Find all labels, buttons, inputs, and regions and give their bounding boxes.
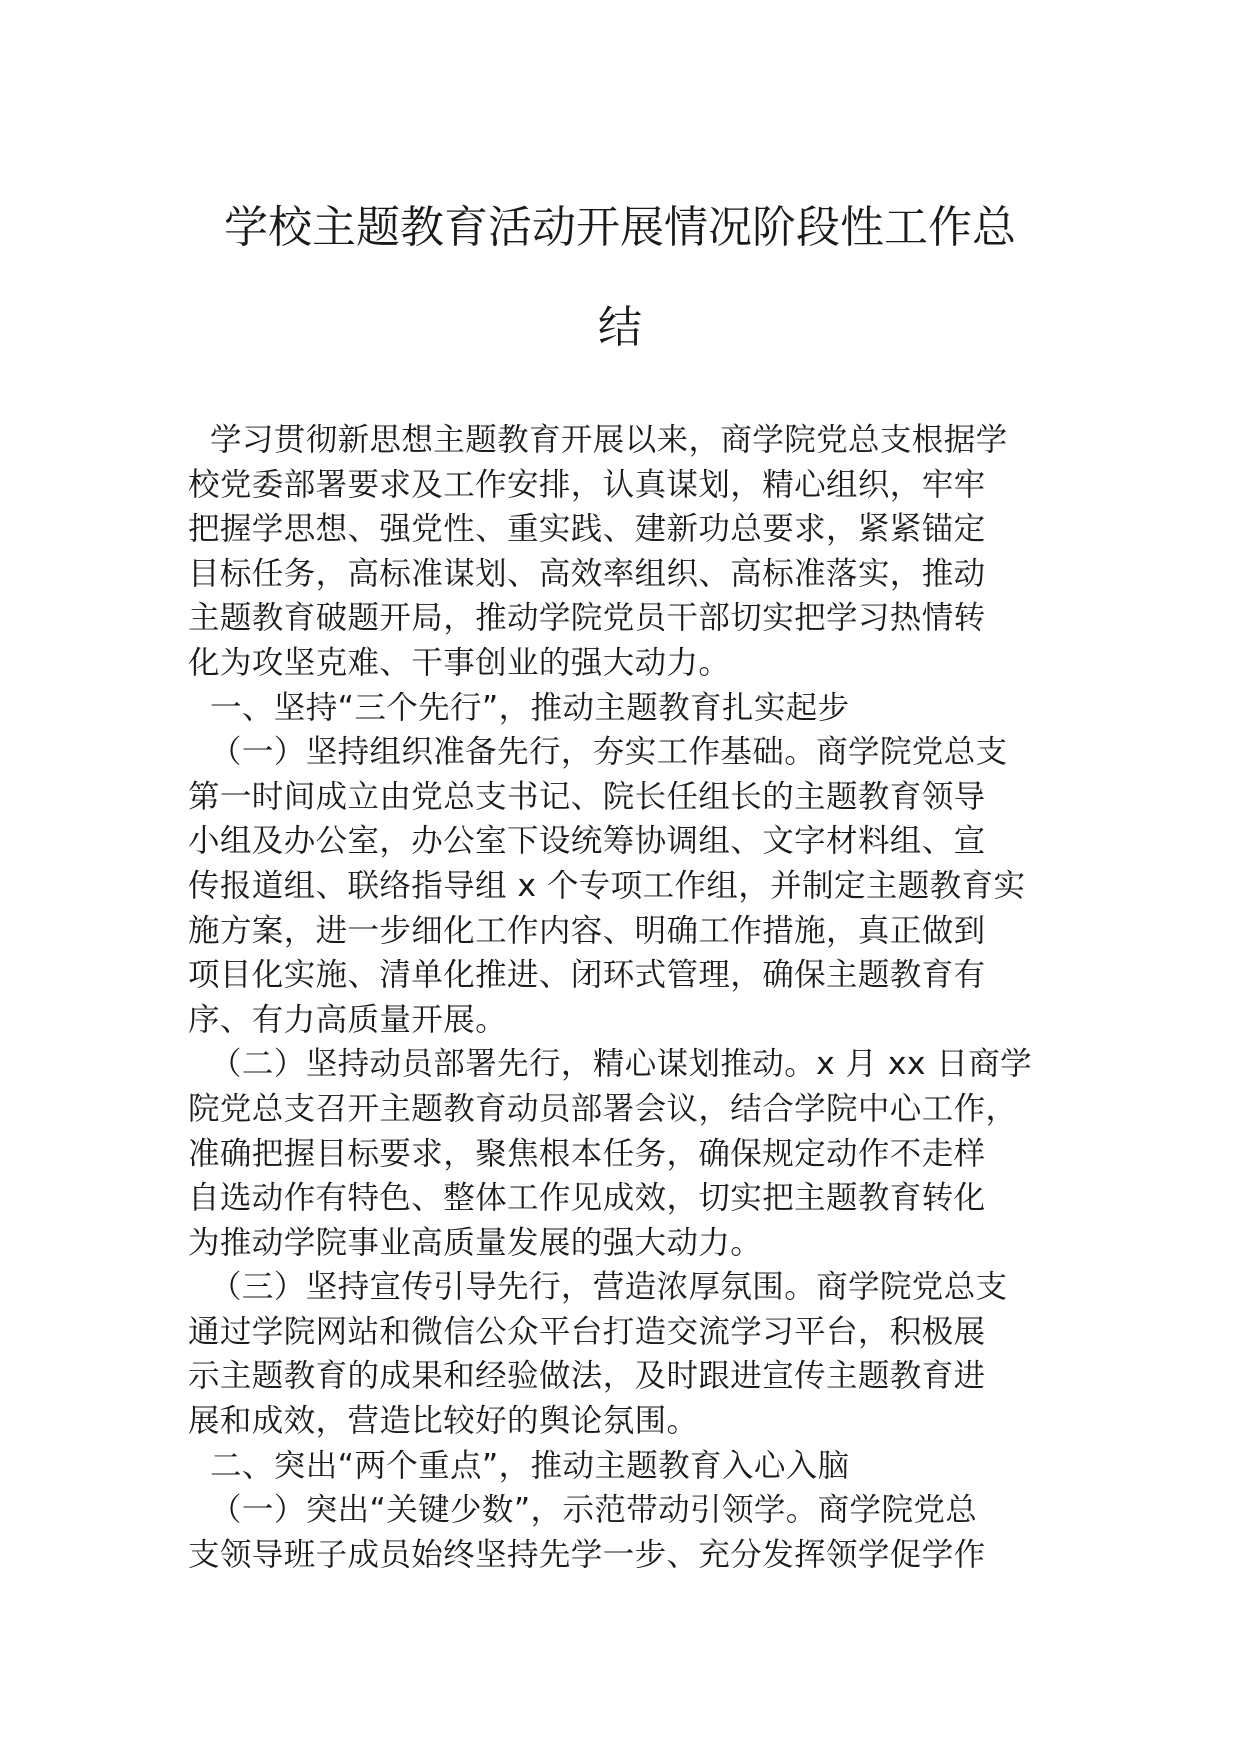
title-line-1: 学校主题教育活动开展情况阶段性工作总 (224, 202, 1016, 253)
body-line: 支领导班子成员始终坚持先学一步、充分发挥领学促学作 (188, 1536, 986, 1573)
body-line: 为推动学院事业高质量发展的强大动力。 (188, 1224, 763, 1261)
body-line: 通过学院网站和微信公众平台打造交流学习平台，积极展 (188, 1313, 986, 1350)
body-line: （二）坚持动员部署先行，精心谋划推动。x 月 xx 日商学 (210, 1046, 1033, 1083)
body-line: 第一时间成立由党总支书记、院长任组长的主题教育领导 (188, 778, 986, 815)
body-line: 主题教育破题开局，推动学院党员干部切实把学习热情转 (188, 600, 986, 637)
body-line: 序、有力高质量开展。 (188, 1001, 508, 1038)
body-line: 二、突出“两个重点”，推动主题教育入心入脑 (210, 1447, 850, 1484)
body-line: （三）坚持宣传引导先行，营造浓厚氛围。商学院党总支 (210, 1269, 1008, 1306)
body-line: 项目化实施、清单化推进、闭环式管理，确保主题教育有 (188, 957, 986, 994)
body-line: 展和成效，营造比较好的舆论氛围。 (188, 1403, 699, 1440)
body-line: 把握学思想、强党性、重实践、建新功总要求，紧紧锚定 (188, 511, 986, 548)
body-line: （一）突出“关键少数”，示范带动引领学。商学院党总 (210, 1492, 978, 1529)
title-line-2: 结 (598, 302, 642, 353)
body-line: 自选动作有特色、整体工作见成效，切实把主题教育转化 (188, 1180, 986, 1217)
body-line: 校党委部署要求及工作安排，认真谋划，精心组织，牢牢 (188, 466, 986, 503)
body-line: 施方案，进一步细化工作内容、明确工作措施，真正做到 (188, 912, 986, 949)
body-line: 准确把握目标要求，聚焦根本任务，确保规定动作不走样 (188, 1135, 986, 1172)
body-line: 化为攻坚克难、干事创业的强大动力。 (188, 644, 731, 681)
document-body (188, 418, 1088, 1577)
body-line: 一、坚持“三个先行”，推动主题教育扎实起步 (210, 689, 850, 726)
body-line: （一）坚持组织准备先行，夯实工作基础。商学院党总支 (210, 734, 1008, 771)
body-line: 院党总支召开主题教育动员部署会议，结合学院中心工作， (188, 1090, 1018, 1127)
body-line: 小组及办公室，办公室下设统筹协调组、文字材料组、宣 (188, 823, 986, 860)
body-line: 目标任务，高标准谋划、高效率组织、高标准落实，推动 (188, 555, 986, 592)
body-line: 传报道组、联络指导组 x 个专项工作组，并制定主题教育实 (188, 867, 1026, 904)
body-line: 示主题教育的成果和经验做法，及时跟进宣传主题教育进 (188, 1358, 986, 1395)
document-title (190, 178, 1050, 378)
body-line: 学习贯彻新思想主题教育开展以来，商学院党总支根据学 (210, 422, 1008, 458)
